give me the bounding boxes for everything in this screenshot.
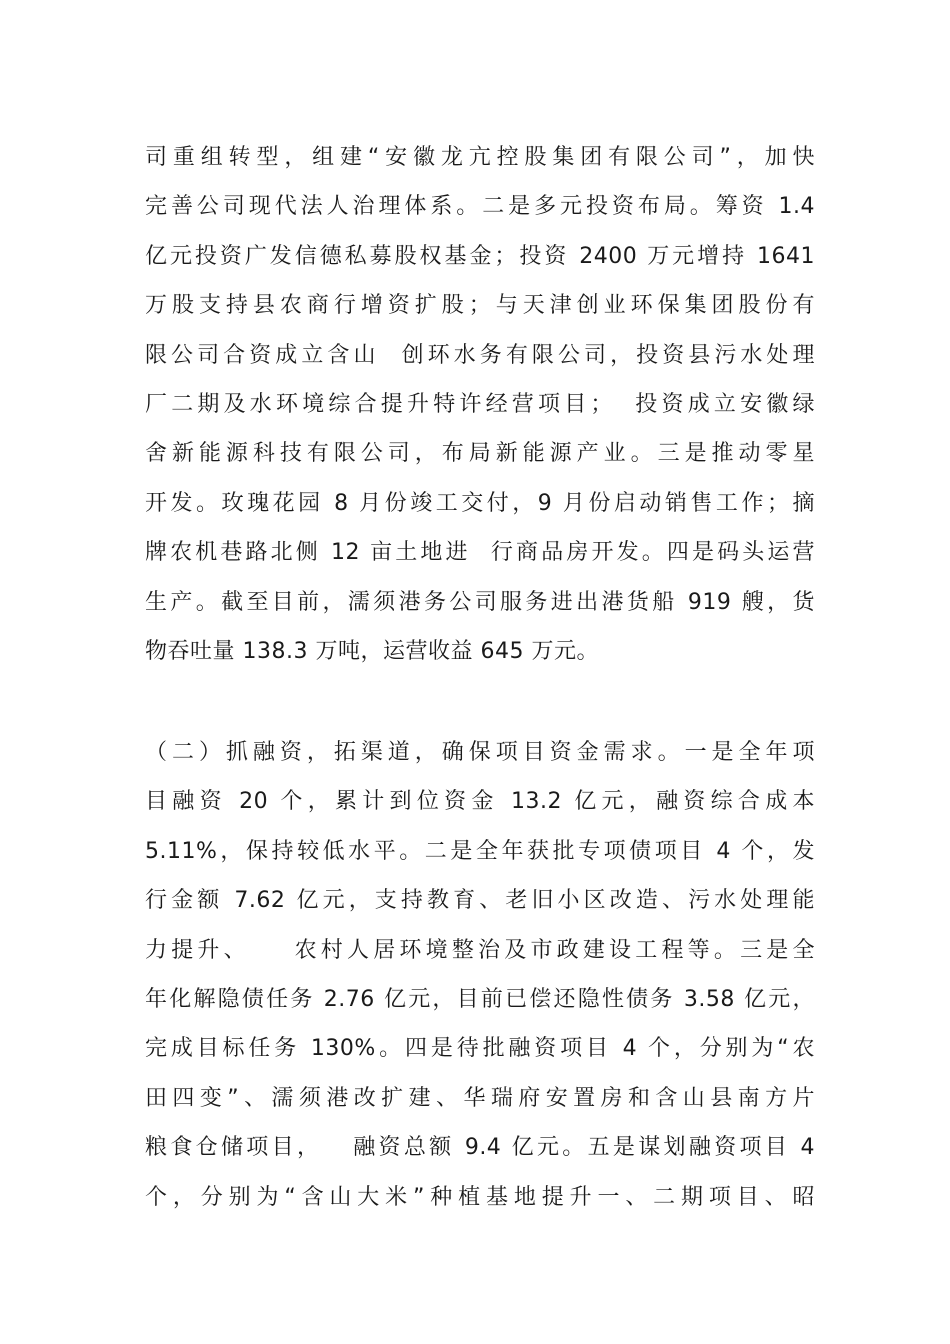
- text-line: 年化解隐债任务 2.76 亿元，目前已偿还隐性债务 3.58 亿元，: [145, 986, 815, 1012]
- text-line: 粮食仓储项目， 融资总额 9.4 亿元。五是谋划融资项目 4: [145, 1135, 815, 1161]
- text-line: 行金额 7.62 亿元，支持教育、老旧小区改造、污水处理能: [145, 888, 815, 914]
- text-line: 生产。截至目前，濡须港务公司服务进出港货船 919 艘，货: [145, 589, 815, 615]
- text-line: 司重组转型，组建“安徽龙亢控股集团有限公司”，加快: [145, 145, 815, 170]
- text-line: 限公司合资成立含山 创环水务有限公司，投资县污水处理: [145, 342, 815, 368]
- text-line: 完善公司现代法人治理体系。二是多元投资布局。筹资 1.4: [145, 194, 815, 220]
- text-line: 目融资 20 个，累计到位资金 13.2 亿元，融资综合成本: [145, 789, 815, 815]
- text-line: 亿元投资广发信德私募股权基金；投资 2400 万元增持 1641: [145, 243, 815, 269]
- text-line: 物吞吐量 138.3 万吨，运营收益 645 万元。: [145, 638, 599, 664]
- text-line: 厂二期及水环境综合提升特许经营项目； 投资成立安徽绿: [145, 391, 815, 417]
- text-line: 舍新能源科技有限公司，布局新能源产业。三是推动零星: [145, 441, 815, 467]
- text-line: 完成目标任务 130%。四是待批融资项目 4 个，分别为“农: [145, 1036, 815, 1062]
- text-line: 万股支持县农商行增资扩股；与天津创业环保集团股份有: [145, 293, 815, 319]
- text-line: 个，分别为“含山大米”种植基地提升一、二期项目、昭: [145, 1184, 815, 1210]
- text-line: 牌农机巷路北侧 12 亩土地进 行商品房开发。四是码头运营: [145, 540, 815, 566]
- text-line: （二）抓融资，拓渠道，确保项目资金需求。一是全年项: [145, 740, 815, 765]
- paragraph-investment: [145, 133, 815, 676]
- paragraph-financing: [145, 728, 815, 1222]
- text-line: 5.11%，保持较低水平。二是全年获批专项债项目 4 个，发: [145, 838, 815, 864]
- text-line: 力提升、 农村人居环境整治及市政建设工程等。三是全: [145, 937, 815, 963]
- text-line: 开发。玫瑰花园 8 月份竣工交付，9 月份启动销售工作；摘: [145, 490, 815, 516]
- text-line: 田四变”、濡须港改扩建、华瑞府安置房和含山县南方片: [145, 1085, 815, 1111]
